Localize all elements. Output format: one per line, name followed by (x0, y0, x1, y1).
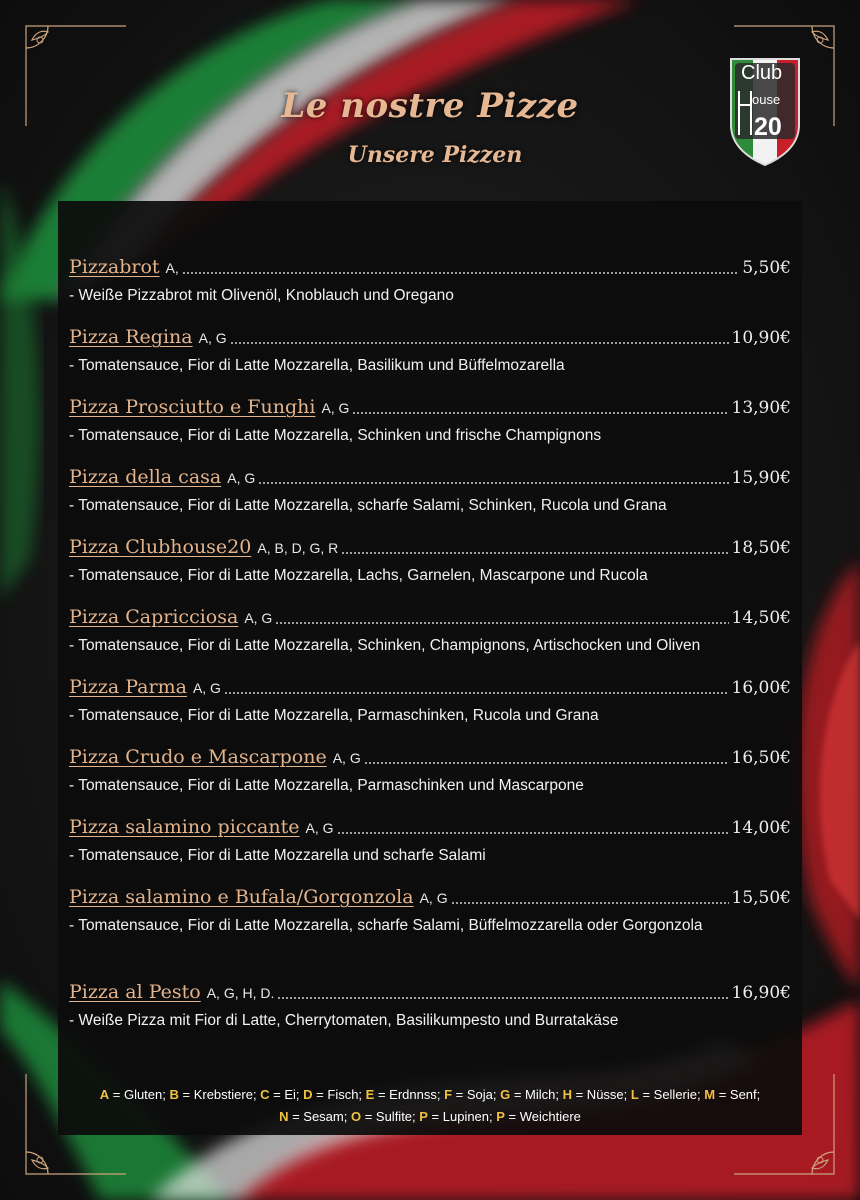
menu-item-line (69, 466, 791, 488)
allergen-meaning: = Nüsse; (571, 1087, 631, 1102)
menu-item-allergens: A, G (244, 610, 273, 626)
menu-item-allergens: A, G, H, D. (206, 985, 275, 1001)
menu-item-description: - Weiße Pizzabrot mit Olivenöl, Knoblauch und Oregano (69, 287, 454, 304)
menu-item-allergens: A, G (227, 470, 256, 486)
menu-item-name: Pizza Parma (69, 676, 187, 698)
allergen-legend-line-2 (58, 1106, 802, 1128)
allergen-meaning: = Milch; (510, 1087, 563, 1102)
menu-item-allergens: A, B, D, G, R (257, 540, 339, 556)
menu-item-price: 15,90€ (731, 468, 791, 488)
menu-item-price: 14,00€ (731, 818, 791, 838)
allergen-code: P (496, 1109, 505, 1124)
allergen-meaning: = Weichtiere (504, 1109, 581, 1124)
menu-item-price: 16,50€ (731, 748, 791, 768)
allergen-meaning: = Fisch; (312, 1087, 366, 1102)
allergen-code: B (169, 1087, 179, 1102)
allergen-code: G (500, 1087, 511, 1102)
menu-item-price: 13,90€ (731, 398, 791, 418)
menu-item-price: 15,50€ (731, 888, 791, 908)
menu-item-description: - Tomatensauce, Fior di Latte Mozzarella, Parmaschinken und Mascarpone (69, 777, 584, 794)
menu-item-line (69, 676, 791, 698)
menu-item (69, 816, 791, 868)
menu-item (69, 981, 791, 1033)
menu-item (69, 466, 791, 518)
dot-leader (275, 622, 728, 624)
menu-item-name: Pizza salamino e Bufala/Gorgonzola (69, 886, 414, 908)
allergen-meaning: = Sesam; (288, 1109, 351, 1124)
menu-item-allergens: A, G (305, 820, 334, 836)
menu-item-name: Pizza Regina (69, 326, 193, 348)
menu-item-price: 16,90€ (731, 983, 791, 1003)
logo-text-number: 20 (754, 113, 782, 141)
menu-item (69, 746, 791, 798)
dot-leader (341, 552, 728, 554)
menu-item-description: - Tomatensauce, Fior di Latte Mozzarella, Lachs, Garnelen, Mascarpone und Rucola (69, 567, 648, 584)
allergen-meaning: = Senf; (715, 1087, 761, 1102)
menu-item-line (69, 396, 791, 418)
menu-item (69, 256, 791, 308)
menu-item-description: - Tomatensauce, Fior di Latte Mozzarella, Schinken, Champignons, Artischocken und Oliven (69, 637, 701, 654)
menu-item-name: Pizza della casa (69, 466, 222, 488)
dot-leader (337, 832, 729, 834)
menu-item-description: - Tomatensauce, Fior di Latte Mozzarella, scharfe Salami, Schinken, Rucola und Grana (69, 497, 667, 514)
menu-item-allergens: A, G (321, 400, 350, 416)
menu-item (69, 676, 791, 728)
menu-item (69, 326, 791, 378)
allergen-code: F (444, 1087, 453, 1102)
allergen-meaning: = Soja; (452, 1087, 501, 1102)
menu-item-description: - Tomatensauce, Fior di Latte Mozzarella, Schinken und frische Champignons (69, 427, 602, 444)
menu-item-line (69, 816, 791, 838)
menu-item-name: Pizza Prosciutto e Funghi (69, 396, 316, 418)
menu-item-name: Pizzabrot (69, 256, 160, 278)
allergen-meaning: = Sellerie; (638, 1087, 705, 1102)
dot-leader (258, 482, 728, 484)
allergen-legend (58, 1084, 802, 1128)
menu-item-allergens: A, G (192, 680, 221, 696)
allergen-code: A (99, 1087, 110, 1102)
logo-text-house-visible: ouse (752, 92, 781, 107)
allergen-code: M (704, 1087, 716, 1102)
dot-leader (182, 272, 740, 274)
menu-item (69, 536, 791, 588)
allergen-code: O (350, 1109, 362, 1124)
menu-item-allergens: A, (165, 260, 179, 276)
menu-item-price: 18,50€ (731, 538, 791, 558)
menu-item (69, 606, 791, 658)
dot-leader (230, 342, 729, 344)
menu-item-line (69, 981, 791, 1003)
menu-item-line (69, 256, 791, 278)
menu-item-description: - Tomatensauce, Fior di Latte Mozzarella, Basilikum und Büffelmozarella (69, 357, 565, 374)
menu-item-line (69, 606, 791, 628)
allergen-code: H (562, 1087, 572, 1102)
menu-item-price: 10,90€ (731, 328, 791, 348)
menu-item-allergens: A, G (419, 890, 448, 906)
menu-item-description: - Weiße Pizza mit Fior di Latte, Cherrytomaten, Basilikumpesto und Burratakäse (69, 1012, 619, 1029)
menu-item-price: 14,50€ (731, 608, 791, 628)
menu-item-allergens: A, G (332, 750, 361, 766)
allergen-meaning: = Krebstiere; (178, 1087, 261, 1102)
menu-item-name: Pizza al Pesto (69, 981, 201, 1003)
allergen-code: N (279, 1109, 289, 1124)
menu-item-line (69, 746, 791, 768)
allergen-meaning: = Sulfite; (361, 1109, 420, 1124)
allergen-meaning: = Erdnnss; (374, 1087, 445, 1102)
menu-subtitle: Unsere Pizzen (347, 142, 523, 168)
menu-item-price: 5,50€ (742, 258, 791, 278)
allergen-legend-line-1 (58, 1084, 802, 1106)
menu-item-name: Pizza salamino piccante (69, 816, 300, 838)
menu-item-description: - Tomatensauce, Fior di Latte Mozzarella, scharfe Salami, Büffelmozzarella oder Gorgonzola (69, 917, 703, 934)
allergen-code: E (365, 1087, 375, 1102)
dot-leader (224, 692, 729, 694)
allergen-meaning: = Ei; (269, 1087, 304, 1102)
menu-item-allergens: A, G (198, 330, 227, 346)
menu-item (69, 886, 791, 938)
dot-leader (364, 762, 729, 764)
menu-item-price: 16,00€ (731, 678, 791, 698)
allergen-code: C (260, 1087, 270, 1102)
menu-title: Le nostre Pizze (281, 86, 579, 126)
menu-item-name: Pizza Clubhouse20 (69, 536, 252, 558)
menu-item-name: Pizza Crudo e Mascarpone (69, 746, 327, 768)
allergen-meaning: = Lupinen; (427, 1109, 497, 1124)
allergen-code: L (630, 1087, 639, 1102)
allergen-meaning: = Gluten; (109, 1087, 170, 1102)
menu-item (69, 396, 791, 448)
dot-leader (451, 902, 729, 904)
menu-item-description: - Tomatensauce, Fior di Latte Mozzarella, Parmaschinken, Rucola und Grana (69, 707, 599, 724)
menu-item-name: Pizza Capricciosa (69, 606, 239, 628)
dot-leader (352, 412, 728, 414)
allergen-code: D (303, 1087, 313, 1102)
menu-item-line (69, 886, 791, 908)
allergen-code: P (419, 1109, 428, 1124)
logo-text-club: Club (741, 62, 783, 84)
menu-item-description: - Tomatensauce, Fior di Latte Mozzarella und scharfe Salami (69, 847, 486, 864)
menu-item-line (69, 326, 791, 348)
dot-leader (277, 997, 728, 999)
menu-item-line (69, 536, 791, 558)
